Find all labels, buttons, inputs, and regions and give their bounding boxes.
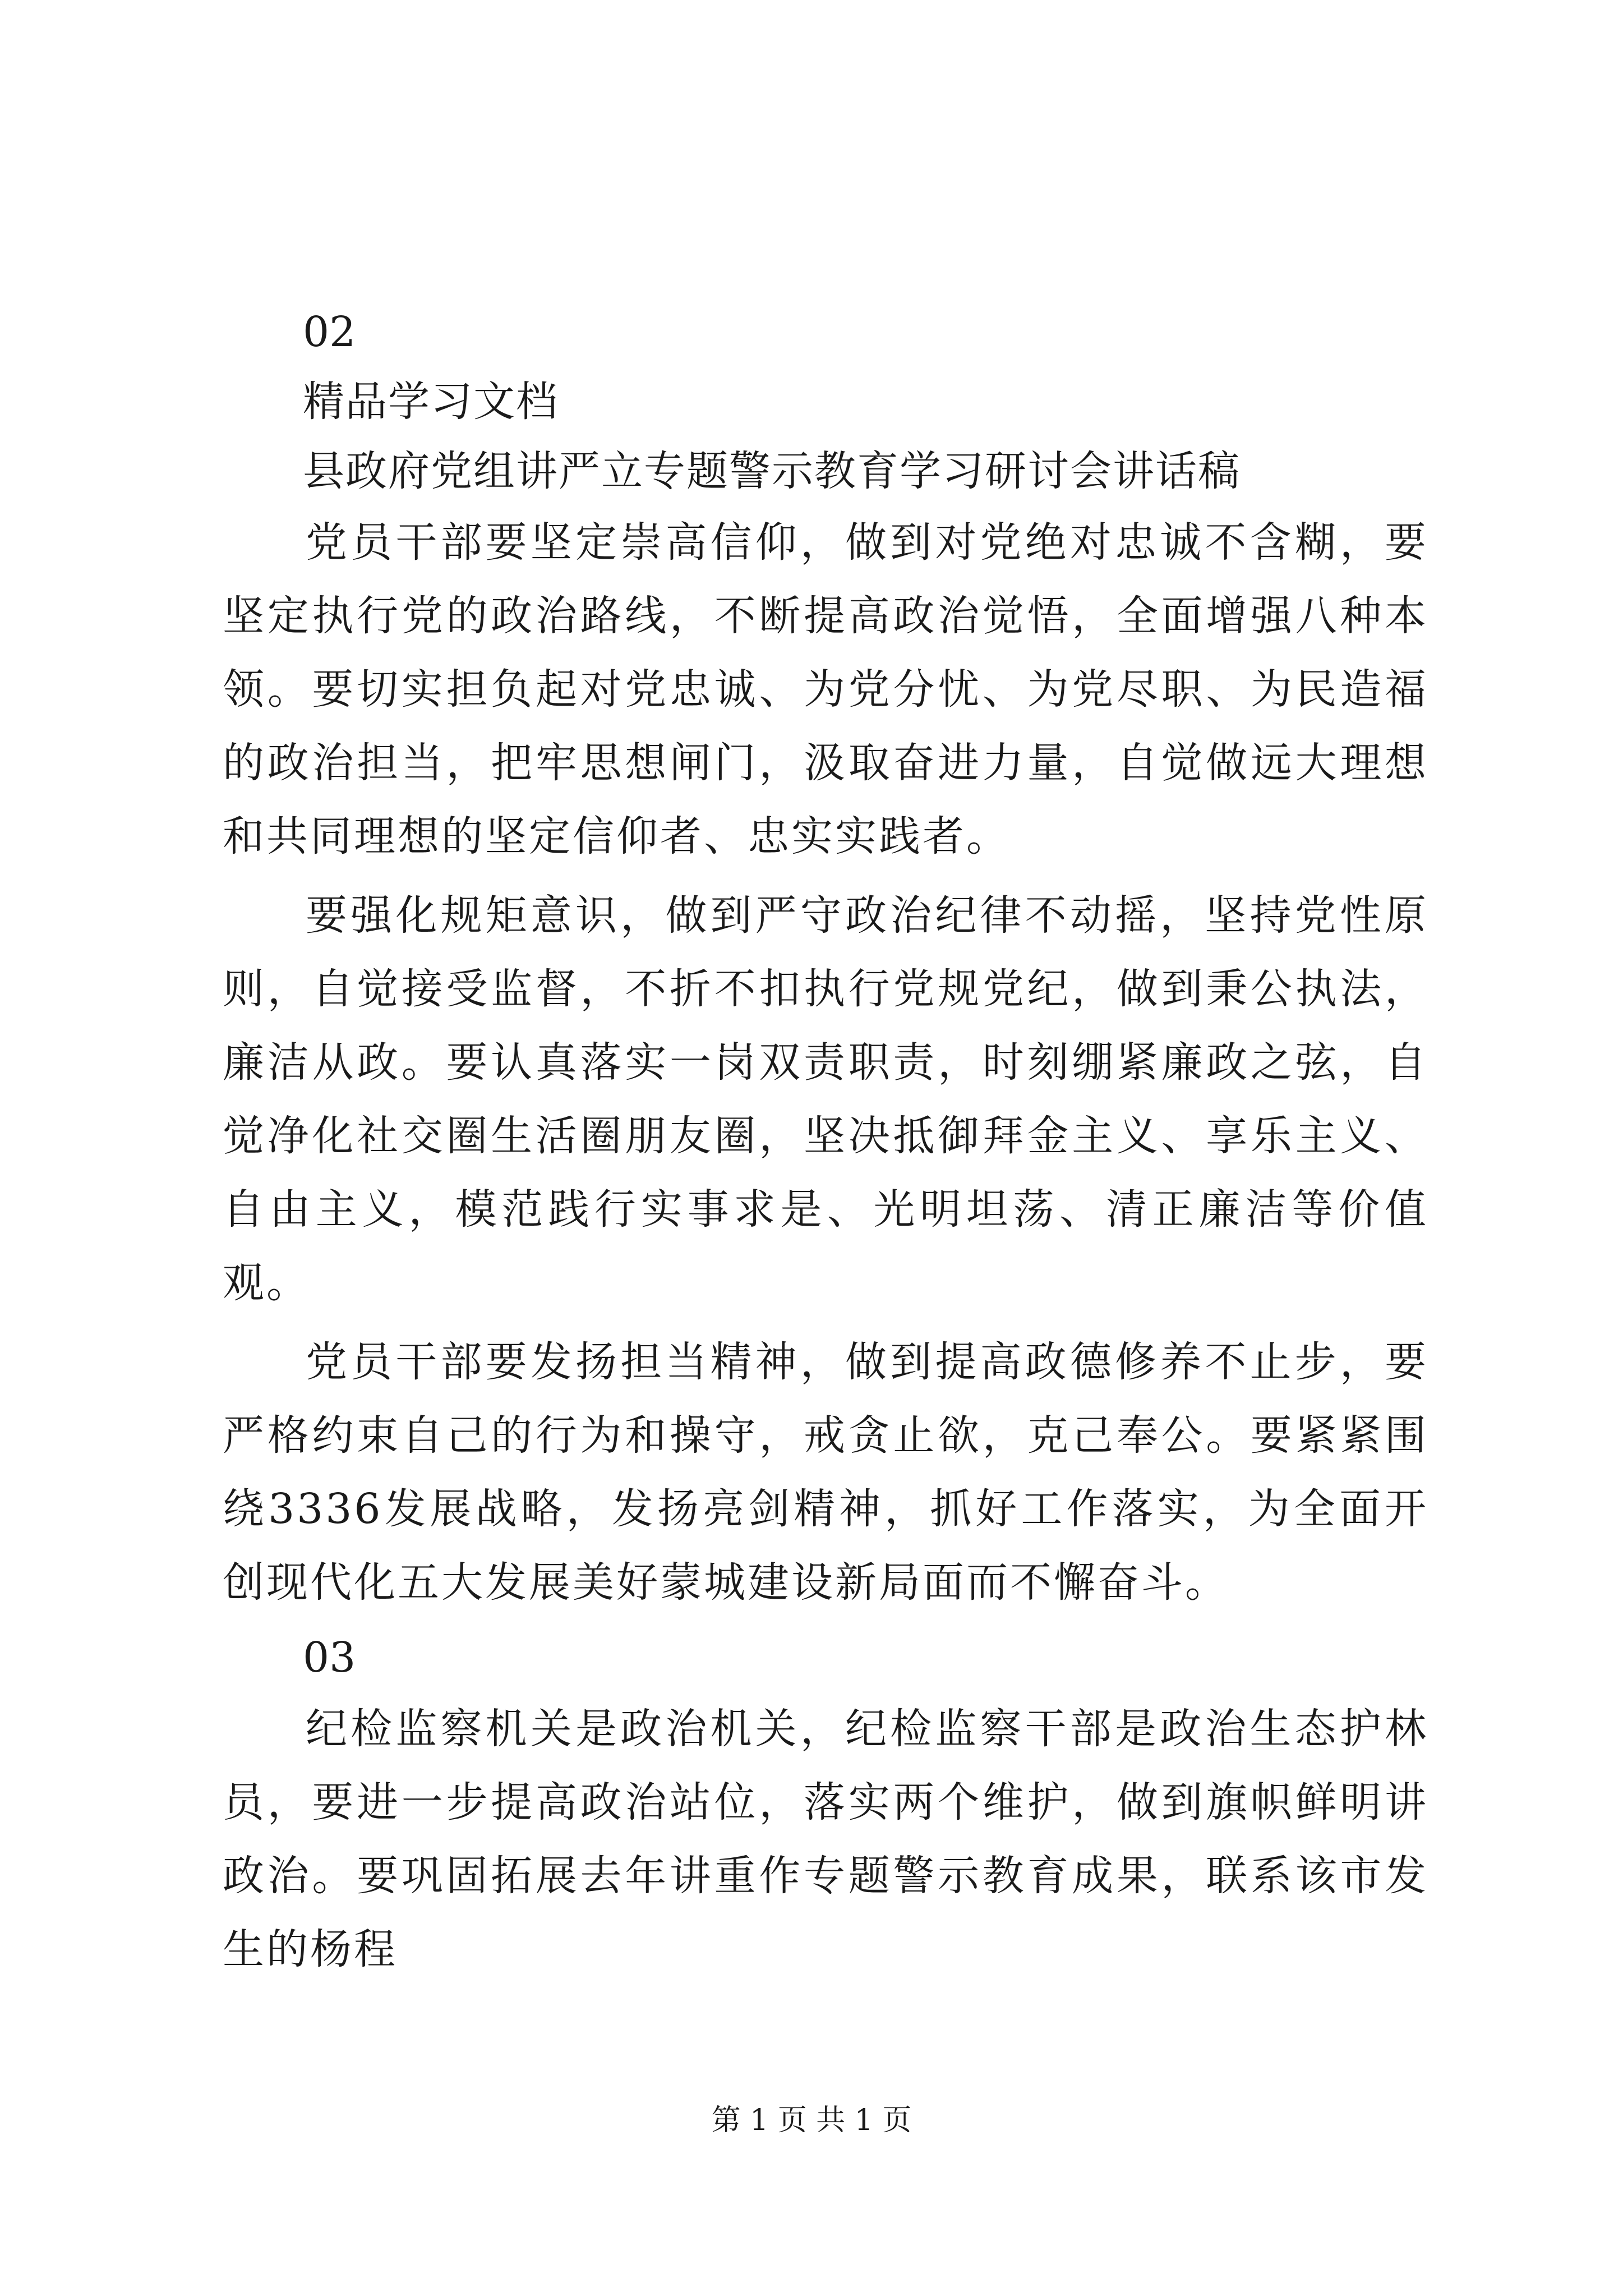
paragraph-4: 纪检监察机关是政治机关，纪检监察干部是政治生态护林员，要进一步提高政治站位，落实两个维护，做到旗帜鲜明讲政治。要巩固拓展去年讲重作专题警示教育成果，联系该市发生的杨程 [223, 1705, 1428, 1973]
page-footer: 第 1 页 共 1 页 [711, 2104, 912, 2137]
document-body [223, 297, 1428, 1986]
paragraph-1: 党员干部要坚定崇高信仰，做到对党绝对忠诚不含糊，要坚定执行党的政治路线，不断提高政治觉悟，全面增强八种本领。要切实担负起对党忠诚、为党分忧、为党尽职、为民造福的政治担当，把牢思想闸门，汲取奋进力量，自觉做远大理想和共同理想的坚定信仰者、忠实实践者。 [223, 518, 1428, 861]
paragraph-3: 党员干部要发扬担当精神，做到提高政德修养不止步，要严格约束自己的行为和操守，戒贪止欲，克己奉公。要紧紧围绕3336发展战略，发扬亮剑精神，抓好工作落实，为全面开创现代化五大发展美好蒙城建设新局面而不懈奋斗。 [223, 1338, 1428, 1607]
header-label: 精品学习文档 [303, 378, 559, 426]
section-number-03: 03 [303, 1634, 356, 1682]
paragraph-2: 要强化规矩意识，做到严守政治纪律不动摇，坚持党性原则，自觉接受监督，不折不扣执行党规党纪，做到秉公执法，廉洁从政。要认真落实一岗双责职责，时刻绷紧廉政之弦，自觉净化社交圈生活圈朋友圈，坚决抵御拜金主义、享乐主义、自由主义，模范践行实事求是、光明坦荡、清正廉洁等价值观。 [223, 891, 1428, 1307]
document-title: 县政府党组讲严立专题警示教育学习研讨会讲话稿 [303, 447, 1241, 495]
section-number-02: 02 [303, 308, 356, 356]
